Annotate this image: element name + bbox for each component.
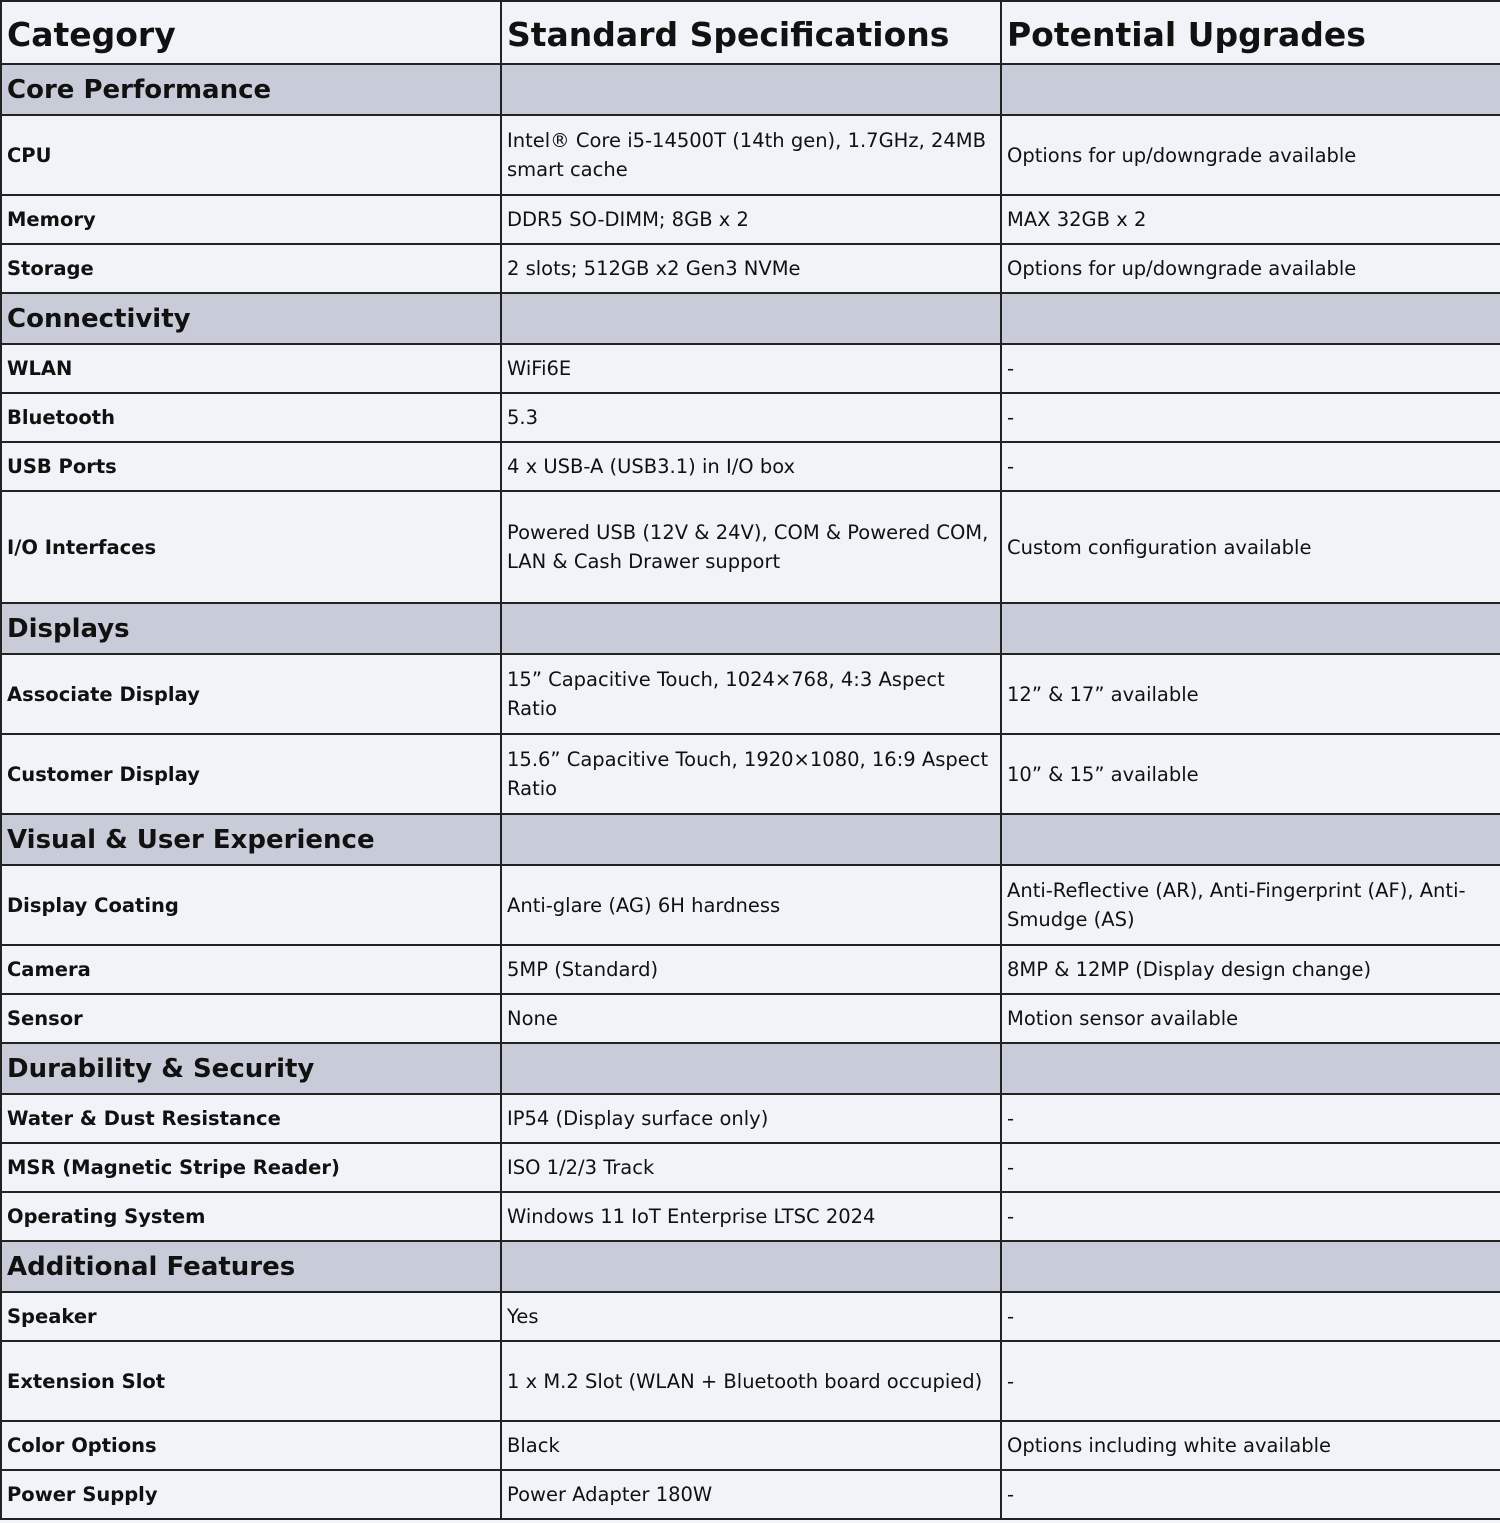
table-row [1, 994, 1500, 1043]
row-category: Power Supply [1, 1470, 501, 1519]
row-standard: None [501, 994, 1001, 1043]
row-category: Speaker [1, 1292, 501, 1341]
row-standard: WiFi6E [501, 344, 1001, 393]
section-title: Core Performance [1, 64, 501, 115]
row-upgrade: 8MP & 12MP (Display design change) [1001, 945, 1500, 994]
row-upgrade: Anti-Reflective (AR), Anti-Fingerprint (AF), Anti-Smudge (AS) [1001, 865, 1500, 945]
row-standard: 5.3 [501, 393, 1001, 442]
header-category: Category [1, 1, 501, 64]
row-upgrade: Options for up/downgrade available [1001, 115, 1500, 195]
row-standard: DDR5 SO-DIMM; 8GB x 2 [501, 195, 1001, 244]
row-category: Memory [1, 195, 501, 244]
table-row [1, 393, 1500, 442]
row-category: Associate Display [1, 654, 501, 734]
row-upgrade: Custom configuration available [1001, 491, 1500, 603]
row-standard: 1 x M.2 Slot (WLAN + Bluetooth board occupied) [501, 1341, 1001, 1421]
row-standard: Intel® Core i5-14500T (14th gen), 1.7GHz, 24MB smart cache [501, 115, 1001, 195]
table-row [1, 1292, 1500, 1341]
row-standard: Power Adapter 180W [501, 1470, 1001, 1519]
table-row [1, 1094, 1500, 1143]
row-category: I/O Interfaces [1, 491, 501, 603]
section-title: Durability & Security [1, 1043, 501, 1094]
table-row [1, 195, 1500, 244]
section-row-displays [1, 603, 1500, 654]
section-row-durability-security [1, 1043, 1500, 1094]
row-category: Storage [1, 244, 501, 293]
row-standard: Yes [501, 1292, 1001, 1341]
row-standard: Windows 11 IoT Enterprise LTSC 2024 [501, 1192, 1001, 1241]
row-upgrade: - [1001, 442, 1500, 491]
row-category: Display Coating [1, 865, 501, 945]
row-category: CPU [1, 115, 501, 195]
section-row-core-performance [1, 64, 1500, 115]
row-upgrade: Options including white available [1001, 1421, 1500, 1470]
table-row [1, 1341, 1500, 1421]
row-category: USB Ports [1, 442, 501, 491]
row-category: Bluetooth [1, 393, 501, 442]
row-category: Operating System [1, 1192, 501, 1241]
row-category: Customer Display [1, 734, 501, 814]
section-title: Visual & User Experience [1, 814, 501, 865]
row-standard: Powered USB (12V & 24V), COM & Powered COM, LAN & Cash Drawer support [501, 491, 1001, 603]
table-row [1, 344, 1500, 393]
row-upgrade: - [1001, 1143, 1500, 1192]
row-upgrade: - [1001, 344, 1500, 393]
row-upgrade: Motion sensor available [1001, 994, 1500, 1043]
table-row [1, 244, 1500, 293]
table-row [1, 442, 1500, 491]
header-standard: Standard Specifications [501, 1, 1001, 64]
row-upgrade: - [1001, 1470, 1500, 1519]
table-row [1, 945, 1500, 994]
table-row [1, 115, 1500, 195]
row-category: Extension Slot [1, 1341, 501, 1421]
table-row [1, 1421, 1500, 1470]
row-standard: 15.6” Capacitive Touch, 1920×1080, 16:9 Aspect Ratio [501, 734, 1001, 814]
row-standard: Black [501, 1421, 1001, 1470]
row-category: Color Options [1, 1421, 501, 1470]
section-row-visual-user-experience [1, 814, 1500, 865]
table-row [1, 654, 1500, 734]
row-upgrade: - [1001, 1094, 1500, 1143]
row-standard: 15” Capacitive Touch, 1024×768, 4:3 Aspect Ratio [501, 654, 1001, 734]
section-row-additional-features [1, 1241, 1500, 1292]
section-row-connectivity [1, 293, 1500, 344]
header-upgrades: Potential Upgrades [1001, 1, 1500, 64]
row-upgrade: Options for up/downgrade available [1001, 244, 1500, 293]
row-category: WLAN [1, 344, 501, 393]
row-upgrade: MAX 32GB x 2 [1001, 195, 1500, 244]
row-standard: Anti-glare (AG) 6H hardness [501, 865, 1001, 945]
table-row [1, 865, 1500, 945]
table-row [1, 1192, 1500, 1241]
header-row [1, 1, 1500, 64]
row-upgrade: - [1001, 1192, 1500, 1241]
row-category: MSR (Magnetic Stripe Reader) [1, 1143, 501, 1192]
row-standard: 2 slots; 512GB x2 Gen3 NVMe [501, 244, 1001, 293]
table-row [1, 1470, 1500, 1519]
row-upgrade: 12” & 17” available [1001, 654, 1500, 734]
section-title: Displays [1, 603, 501, 654]
row-standard: 4 x USB-A (USB3.1) in I/O box [501, 442, 1001, 491]
section-title: Additional Features [1, 1241, 501, 1292]
row-upgrade: - [1001, 1292, 1500, 1341]
table-row [1, 734, 1500, 814]
row-standard: 5MP (Standard) [501, 945, 1001, 994]
row-category: Sensor [1, 994, 501, 1043]
table-row [1, 491, 1500, 603]
row-category: Water & Dust Resistance [1, 1094, 501, 1143]
row-upgrade: 10” & 15” available [1001, 734, 1500, 814]
row-standard: IP54 (Display surface only) [501, 1094, 1001, 1143]
row-upgrade: - [1001, 1341, 1500, 1421]
row-category: Camera [1, 945, 501, 994]
table-row [1, 1143, 1500, 1192]
row-upgrade: - [1001, 393, 1500, 442]
row-standard: ISO 1/2/3 Track [501, 1143, 1001, 1192]
section-title: Connectivity [1, 293, 501, 344]
